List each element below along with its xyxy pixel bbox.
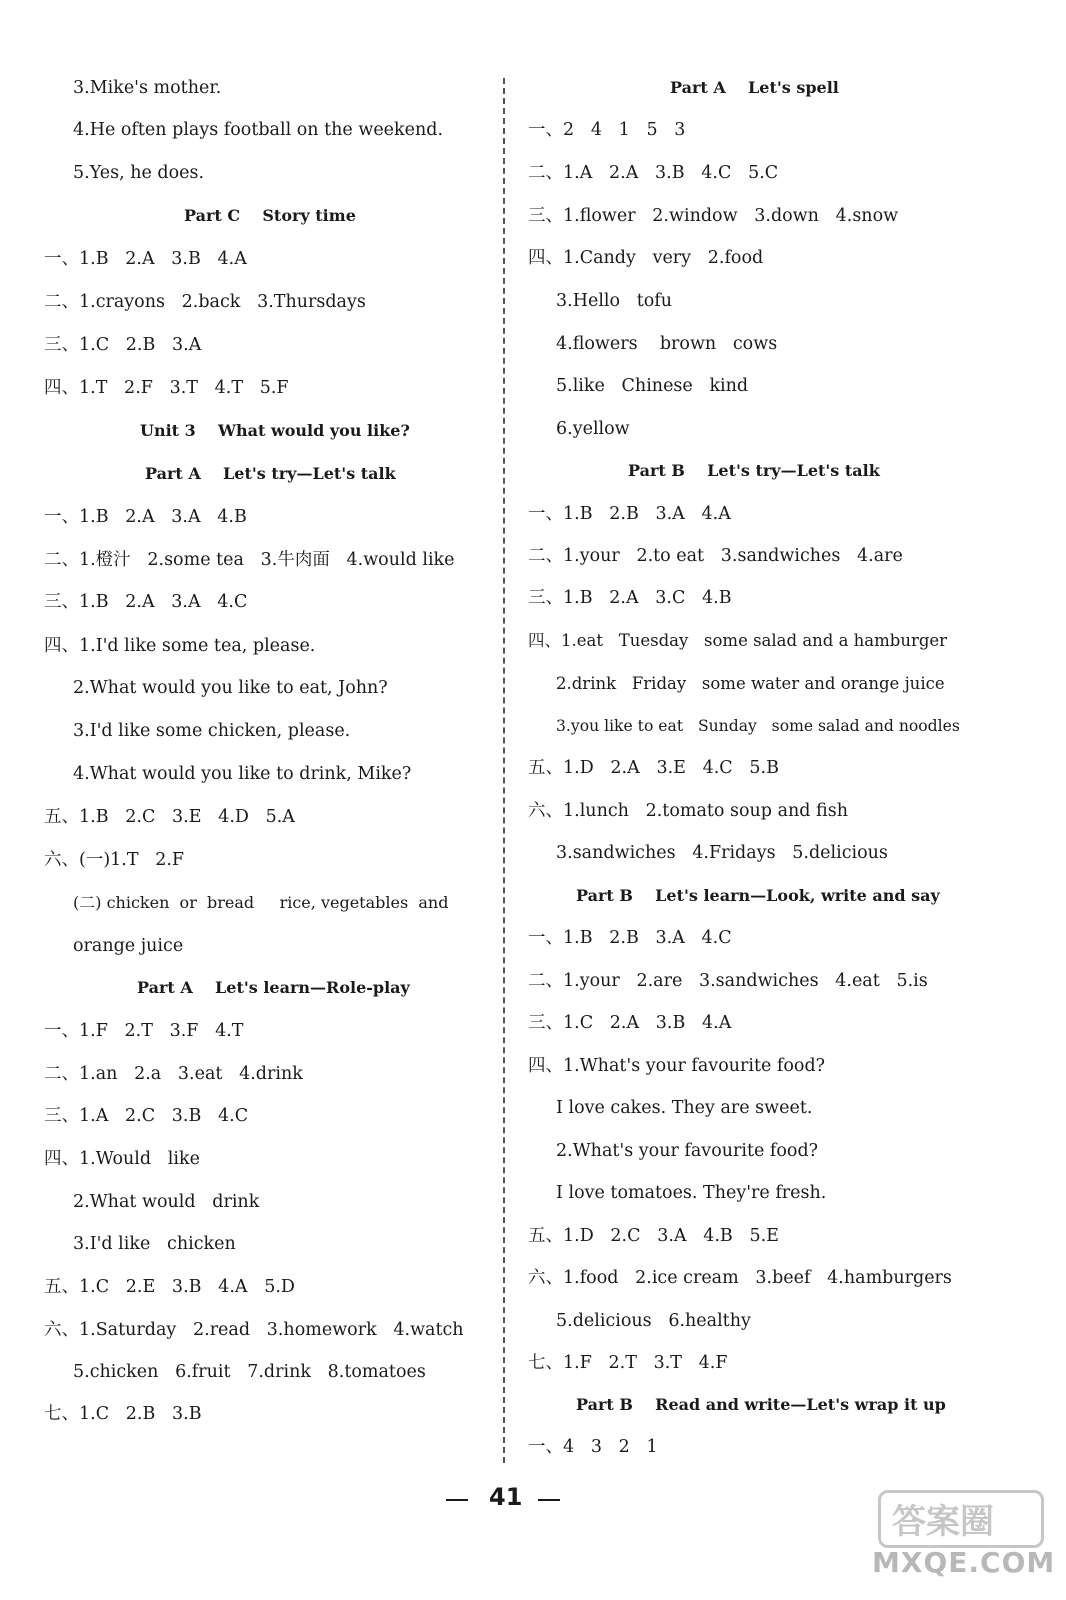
answer-line: 3.Hello tofu	[556, 291, 673, 311]
answer-line: 六、1.lunch 2.tomato soup and fish	[528, 801, 848, 821]
answer-line: 2.drink Friday some water and orange juice	[556, 674, 945, 693]
answer-line: 二、1.橙汁 2.some tea 3.牛肉面 4.would like	[44, 550, 455, 570]
answer-line: 二、1.your 2.to eat 3.sandwiches 4.are	[528, 546, 903, 566]
answer-line: I love cakes. They are sweet.	[556, 1098, 813, 1118]
answer-line: 三、1.B 2.A 3.A 4.C	[44, 592, 248, 612]
answer-line: 三、1.C 2.B 3.A	[44, 335, 202, 355]
answer-line: 五、1.B 2.C 3.E 4.D 5.A	[44, 807, 295, 827]
answer-line: 5.chicken 6.fruit 7.drink 8.tomatoes	[73, 1362, 426, 1382]
answer-line: orange juice	[73, 936, 184, 956]
answer-line: 4.What would you like to drink, Mike?	[73, 764, 412, 784]
answer-line: 一、2 4 1 5 3	[528, 120, 686, 140]
footer-dash-right	[538, 1499, 560, 1501]
answer-line: 二、1.crayons 2.back 3.Thursdays	[44, 292, 366, 312]
answer-line: 一、1.B 2.A 3.A 4.B	[44, 507, 247, 527]
answer-line: 三、1.C 2.A 3.B 4.A	[528, 1013, 732, 1033]
answer-line: 六、1.Saturday 2.read 3.homework 4.watch	[44, 1320, 464, 1340]
section-heading: Part B Read and write—Let's wrap it up	[576, 1395, 946, 1414]
answer-line: 四、1.eat Tuesday some salad and a hamburger	[528, 631, 948, 650]
column-divider	[503, 78, 505, 1463]
watermark-chinese: 答案圈	[892, 1502, 994, 1542]
answer-line: 3.I'd like some chicken, please.	[73, 721, 351, 741]
answer-line: 5.Yes, he does.	[73, 163, 205, 183]
answer-line: 4.flowers brown cows	[556, 334, 778, 354]
answer-line: 四、1.What's your favourite food?	[528, 1056, 826, 1076]
section-heading: Part A Let's learn—Role-play	[137, 978, 410, 997]
answer-line: 一、1.B 2.B 3.A 4.A	[528, 504, 731, 524]
answer-line: 三、1.A 2.C 3.B 4.C	[44, 1106, 249, 1126]
answer-line: 六、1.food 2.ice cream 3.beef 4.hamburgers	[528, 1268, 952, 1288]
answer-line: I love tomatoes. They're fresh.	[556, 1183, 827, 1203]
answer-line: 4.He often plays football on the weekend.	[73, 120, 444, 140]
section-heading: Part B Let's learn—Look, write and say	[576, 886, 940, 905]
answer-line: 六、(一)1.T 2.F	[44, 850, 185, 870]
answer-line: 三、1.flower 2.window 3.down 4.snow	[528, 206, 899, 226]
answer-line: 二、1.your 2.are 3.sandwiches 4.eat 5.is	[528, 971, 928, 991]
answer-line: 五、1.D 2.C 3.A 4.B 5.E	[528, 1226, 779, 1246]
answer-line: 5.like Chinese kind	[556, 376, 749, 396]
answer-line: 6.yellow	[556, 419, 630, 439]
answer-line: 3.I'd like chicken	[73, 1234, 236, 1254]
answer-line: 七、1.F 2.T 3.T 4.F	[528, 1353, 728, 1373]
answer-line: 二、1.an 2.a 3.eat 4.drink	[44, 1064, 303, 1084]
answer-line: 二、1.A 2.A 3.B 4.C 5.C	[528, 163, 779, 183]
answer-line: (二) chicken or bread rice, vegetables and	[73, 893, 449, 912]
page-number: 41	[489, 1483, 523, 1511]
watermark-domain: MXQE.COM	[872, 1546, 1056, 1579]
answer-line: 3.Mike's mother.	[73, 78, 222, 98]
answer-line: 五、1.D 2.A 3.E 4.C 5.B	[528, 758, 779, 778]
answer-line: 四、1.Would like	[44, 1149, 200, 1169]
answer-line: 七、1.C 2.B 3.B	[44, 1404, 202, 1424]
watermark-logo	[872, 1488, 1056, 1590]
section-heading: Part A Let's spell	[670, 78, 839, 97]
section-heading: Part A Let's try—Let's talk	[145, 464, 396, 483]
answer-line: 5.delicious 6.healthy	[556, 1311, 751, 1331]
answer-line: 四、1.Candy very 2.food	[528, 248, 764, 268]
section-heading: Part C Story time	[184, 206, 356, 225]
answer-line: 三、1.B 2.A 3.C 4.B	[528, 588, 732, 608]
answer-line: 一、1.B 2.B 3.A 4.C	[528, 928, 732, 948]
answer-line: 四、1.I'd like some tea, please.	[44, 636, 316, 656]
answer-line: 2.What's your favourite food?	[556, 1141, 819, 1161]
answer-line: 一、1.B 2.A 3.B 4.A	[44, 249, 247, 269]
answer-line: 一、1.F 2.T 3.F 4.T	[44, 1021, 244, 1041]
section-heading: Part B Let's try—Let's talk	[628, 461, 880, 480]
footer-dash-left	[446, 1499, 468, 1501]
unit-heading: Unit 3 What would you like?	[140, 421, 410, 440]
answer-line: 2.What would you like to eat, John?	[73, 678, 388, 698]
answer-line: 3.you like to eat Sunday some salad and noodles	[556, 717, 960, 735]
answer-line: 一、4 3 2 1	[528, 1437, 658, 1457]
answer-line: 2.What would drink	[73, 1192, 260, 1212]
answer-line: 五、1.C 2.E 3.B 4.A 5.D	[44, 1277, 295, 1297]
answer-line: 3.sandwiches 4.Fridays 5.delicious	[556, 843, 888, 863]
answer-line: 四、1.T 2.F 3.T 4.T 5.F	[44, 378, 289, 398]
